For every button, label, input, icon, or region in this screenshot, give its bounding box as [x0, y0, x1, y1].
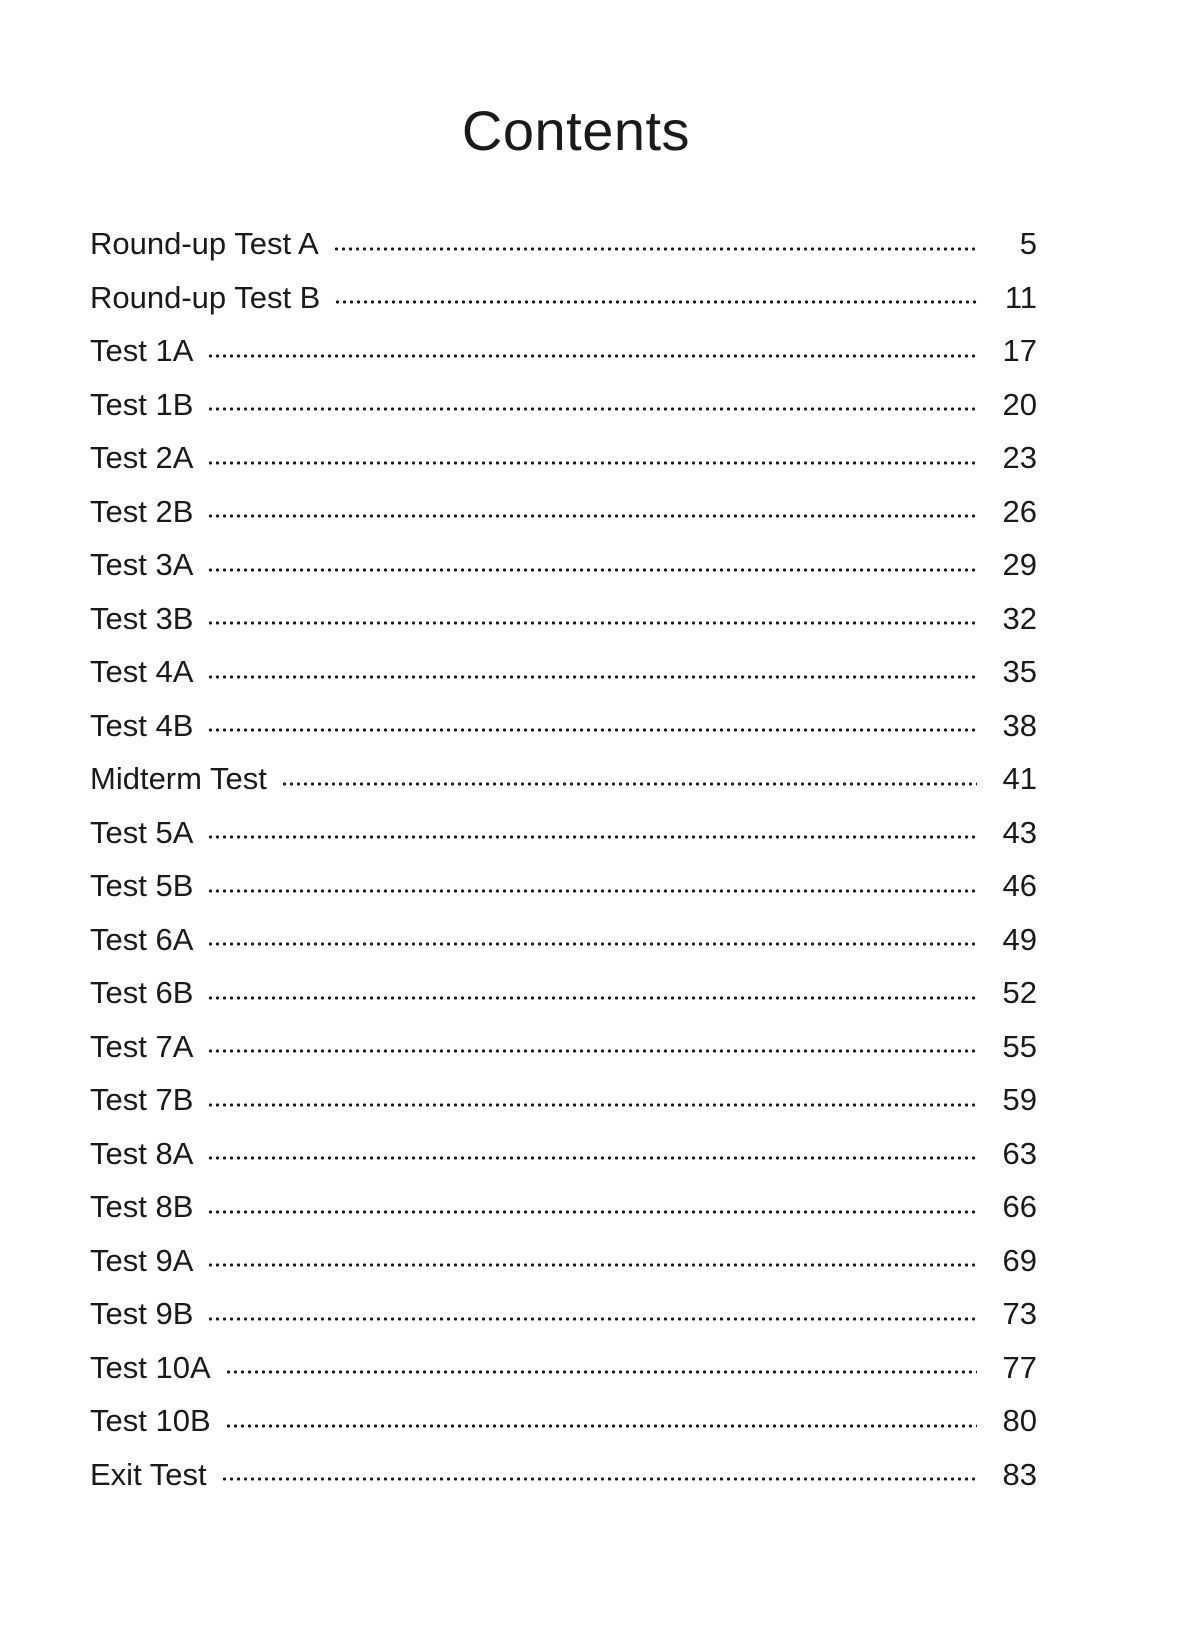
toc-entry-page-number: 52: [1002, 975, 1037, 1011]
toc-entry: [90, 1287, 1037, 1341]
dot-leader: [207, 460, 977, 466]
dot-leader: [207, 995, 977, 1001]
toc-entry: [90, 752, 1037, 806]
toc-entry: [90, 699, 1037, 753]
toc-entry: [90, 1341, 1037, 1395]
dot-leader: [207, 1155, 977, 1161]
toc-entry-page-number: 35: [1002, 654, 1037, 690]
toc-entry-label: Test 8A: [90, 1135, 194, 1171]
toc-entry-page-number: 5: [1019, 226, 1037, 262]
toc-entry-label: Test 3A: [90, 547, 194, 583]
toc-entry-page-number: 73: [1002, 1296, 1037, 1332]
toc-entry-label: Test 7A: [90, 1028, 194, 1064]
toc-entry-label: Test 4B: [90, 707, 194, 743]
toc-entry-page-number: 23: [1002, 440, 1037, 476]
dot-leader: [207, 1262, 977, 1268]
toc-entry-label: Round-up Test A: [90, 226, 319, 262]
dot-leader: [207, 888, 977, 894]
toc-entry-label: Test 8B: [90, 1189, 194, 1225]
toc-entry-label: Test 6B: [90, 975, 194, 1011]
toc-entry-label: Round-up Test B: [90, 279, 321, 315]
toc-entry: [90, 1127, 1037, 1181]
toc-entry: [90, 1180, 1037, 1234]
toc-entry-page-number: 20: [1002, 386, 1037, 422]
dot-leader: [207, 941, 977, 947]
page-title: Contents: [461, 99, 691, 162]
table-of-contents: [90, 217, 1037, 1501]
dot-leader: [333, 246, 977, 252]
toc-entry: [90, 271, 1037, 325]
toc-entry-label: Test 5A: [90, 814, 194, 850]
toc-entry-label: Test 7B: [90, 1082, 194, 1118]
dot-leader: [281, 781, 977, 787]
toc-entry-label: Test 4A: [90, 654, 194, 690]
toc-entry-page-number: 43: [1002, 814, 1037, 850]
toc-entry-page-number: 26: [1002, 493, 1037, 529]
toc-entry: [90, 1394, 1037, 1448]
dot-leader: [207, 406, 977, 412]
dot-leader: [207, 1048, 977, 1054]
toc-entry-label: Test 1A: [90, 333, 194, 369]
toc-entry: [90, 806, 1037, 860]
toc-entry: [90, 217, 1037, 271]
dot-leader: [207, 353, 977, 359]
toc-entry-page-number: 41: [1002, 761, 1037, 797]
toc-entry-page-number: 63: [1002, 1135, 1037, 1171]
toc-entry: [90, 645, 1037, 699]
toc-entry-label: Test 9B: [90, 1296, 194, 1332]
dot-leader: [334, 299, 977, 305]
dot-leader: [207, 1102, 977, 1108]
toc-entry: [90, 324, 1037, 378]
toc-entry-page-number: 32: [1002, 600, 1037, 636]
toc-entry-page-number: 17: [1002, 333, 1037, 369]
dot-leader: [207, 1316, 977, 1322]
dot-leader: [207, 674, 977, 680]
toc-entry-page-number: 55: [1002, 1028, 1037, 1064]
toc-entry: [90, 431, 1037, 485]
toc-entry-label: Test 9A: [90, 1242, 194, 1278]
dot-leader: [207, 1209, 977, 1215]
dot-leader: [207, 620, 977, 626]
dot-leader: [225, 1369, 977, 1375]
toc-entry-label: Test 2A: [90, 440, 194, 476]
toc-entry-page-number: 11: [1004, 279, 1037, 315]
toc-entry: [90, 966, 1037, 1020]
toc-entry: [90, 913, 1037, 967]
toc-entry-label: Test 1B: [90, 386, 194, 422]
toc-entry: [90, 538, 1037, 592]
toc-entry-label: Test 10A: [90, 1349, 211, 1385]
toc-entry: [90, 592, 1037, 646]
toc-entry-label: Test 6A: [90, 921, 194, 957]
dot-leader: [207, 834, 977, 840]
toc-entry-label: Test 10B: [90, 1403, 211, 1439]
toc-entry-label: Midterm Test: [90, 761, 267, 797]
dot-leader: [207, 567, 977, 573]
toc-entry-page-number: 49: [1002, 921, 1037, 957]
toc-entry: [90, 859, 1037, 913]
toc-entry-page-number: 38: [1002, 707, 1037, 743]
toc-entry: [90, 1448, 1037, 1502]
toc-entry: [90, 485, 1037, 539]
toc-entry-label: Exit Test: [90, 1456, 207, 1492]
toc-entry-page-number: 69: [1002, 1242, 1037, 1278]
toc-entry-page-number: 77: [1002, 1349, 1037, 1385]
toc-entry-page-number: 29: [1002, 547, 1037, 583]
toc-entry-page-number: 83: [1002, 1456, 1037, 1492]
toc-entry: [90, 1234, 1037, 1288]
toc-entry-page-number: 46: [1002, 868, 1037, 904]
toc-entry-page-number: 80: [1002, 1403, 1037, 1439]
toc-entry-label: Test 5B: [90, 868, 194, 904]
toc-entry-page-number: 66: [1002, 1189, 1037, 1225]
toc-entry: [90, 1020, 1037, 1074]
dot-leader: [207, 513, 977, 519]
dot-leader: [207, 727, 977, 733]
dot-leader: [221, 1476, 977, 1482]
toc-entry: [90, 378, 1037, 432]
toc-entry-page-number: 59: [1002, 1082, 1037, 1118]
toc-entry-label: Test 3B: [90, 600, 194, 636]
toc-entry-label: Test 2B: [90, 493, 194, 529]
toc-entry: [90, 1073, 1037, 1127]
dot-leader: [225, 1423, 977, 1429]
